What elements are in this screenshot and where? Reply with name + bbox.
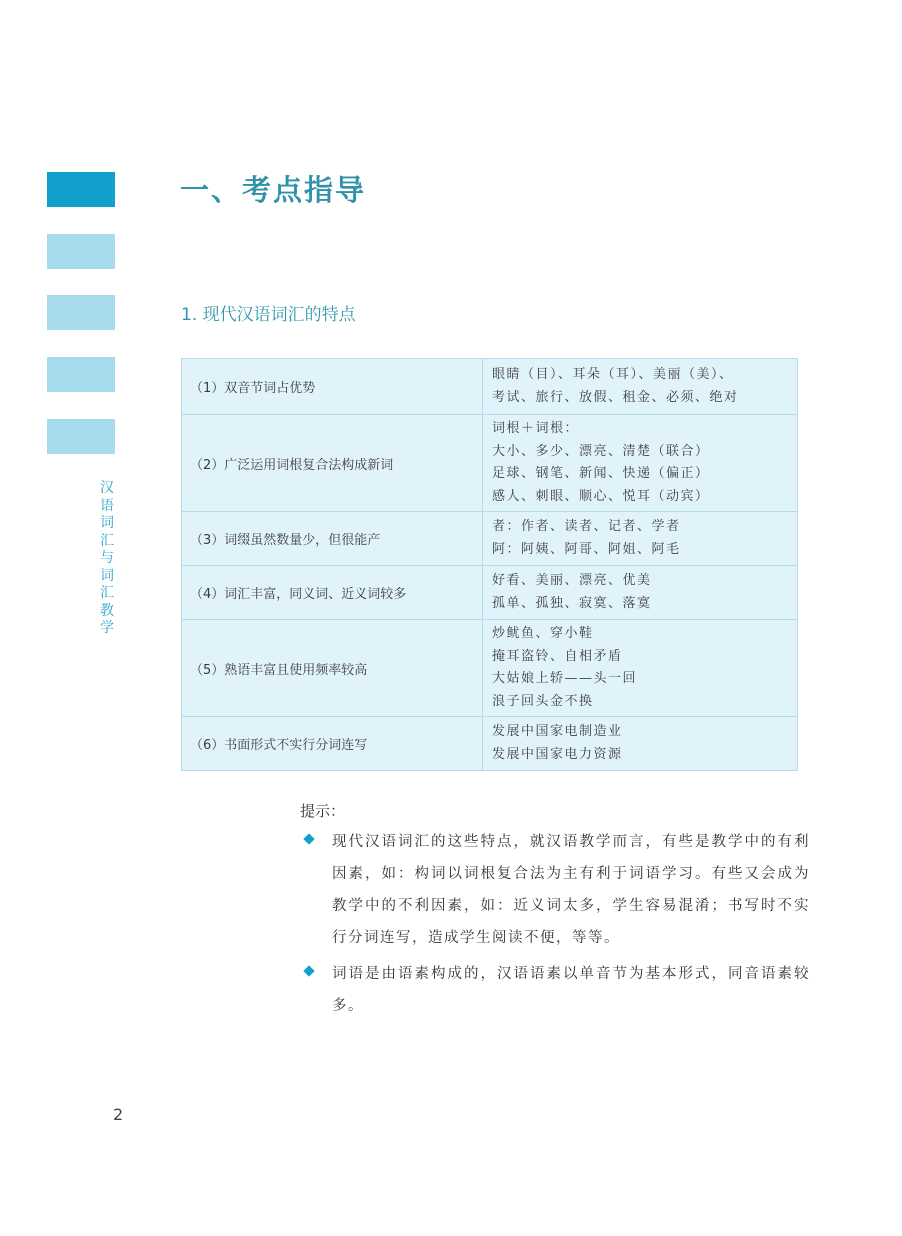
examples-cell [483, 512, 798, 566]
section-title: 一、考点指导 [180, 173, 367, 207]
table-row [182, 566, 798, 620]
example-line: 炒鱿鱼、穿小鞋 [492, 626, 594, 641]
tips-label: 提示： [300, 802, 346, 820]
feature-cell: （3）词缀虽然数量少，但很能产 [182, 512, 483, 566]
page-number: 2 [113, 1105, 124, 1124]
example-line: 感人、刺眼、顺心、悦耳（动宾） [492, 488, 710, 504]
example-line: 阿：阿姨、阿哥、阿姐、阿毛 [492, 541, 681, 557]
tip-text: 现代汉语词汇的这些特点，就汉语教学而言，有些是教学中的有利因素，如：构词以词根复合法为主有利于词语学习。有些又会成为教学中的不利因素，如：近义词太多，学生容易混淆；书写时不实行分词连写，造成学生阅读不便，等等。 [332, 834, 810, 946]
example-line: 孤单、孤独、寂寞、落寞 [492, 595, 652, 611]
tip-text: 词语是由语素构成的，汉语语素以单音节为基本形式，同音语素较多。 [332, 966, 810, 1014]
example-line: 好看、美丽、漂亮、优美 [492, 573, 652, 588]
table-row [182, 620, 798, 717]
feature-cell: （1）双音节词占优势 [182, 359, 483, 415]
examples-cell [483, 620, 798, 717]
features-table [181, 358, 798, 771]
examples-cell [483, 717, 798, 771]
example-line: 眼睛（目）、耳朵（耳）、美丽（美）、 [492, 367, 734, 382]
examples-cell [483, 566, 798, 620]
sidebar-tab-4 [47, 357, 115, 392]
tip-item [300, 958, 810, 1022]
table-row [182, 359, 798, 415]
example-line: 大小、多少、漂亮、清楚（联合） [492, 443, 710, 459]
table-row [182, 512, 798, 566]
example-line: 者：作者、读者、记者、学者 [492, 519, 681, 534]
examples-cell [483, 415, 798, 512]
example-line: 浪子回头金不换 [492, 693, 594, 709]
sidebar-tab-2 [47, 234, 115, 269]
example-line: 考试、旅行、放假、租金、必须、绝对 [492, 389, 739, 405]
example-line: 发展中国家电制造业 [492, 724, 623, 739]
example-line: 掩耳盗铃、自相矛盾 [492, 648, 623, 664]
feature-cell: （2）广泛运用词根复合法构成新词 [182, 415, 483, 512]
example-line: 大姑娘上轿——头一回 [492, 671, 638, 686]
section-subtitle: 1. 现代汉语词汇的特点 [181, 305, 356, 325]
chapter-title-vertical: 汉语词汇与词汇教学 [100, 480, 114, 636]
examples-cell [483, 359, 798, 415]
table-row [182, 415, 798, 512]
example-line: 词根＋词根： [492, 421, 580, 436]
table-row [182, 717, 798, 771]
feature-cell: （5）熟语丰富且使用频率较高 [182, 620, 483, 717]
feature-cell: （4）词汇丰富，同义词、近义词较多 [182, 566, 483, 620]
sidebar-tab-1-active [47, 172, 115, 207]
sidebar-tab-5 [47, 419, 115, 454]
sidebar-tab-3 [47, 295, 115, 330]
example-line: 足球、钢笔、新闻、快递（偏正） [492, 466, 710, 481]
example-line: 发展中国家电力资源 [492, 746, 623, 762]
tip-item [300, 826, 810, 954]
diamond-bullet-icon [303, 965, 314, 976]
feature-cell: （6）书面形式不实行分词连写 [182, 717, 483, 771]
diamond-bullet-icon [303, 833, 314, 844]
